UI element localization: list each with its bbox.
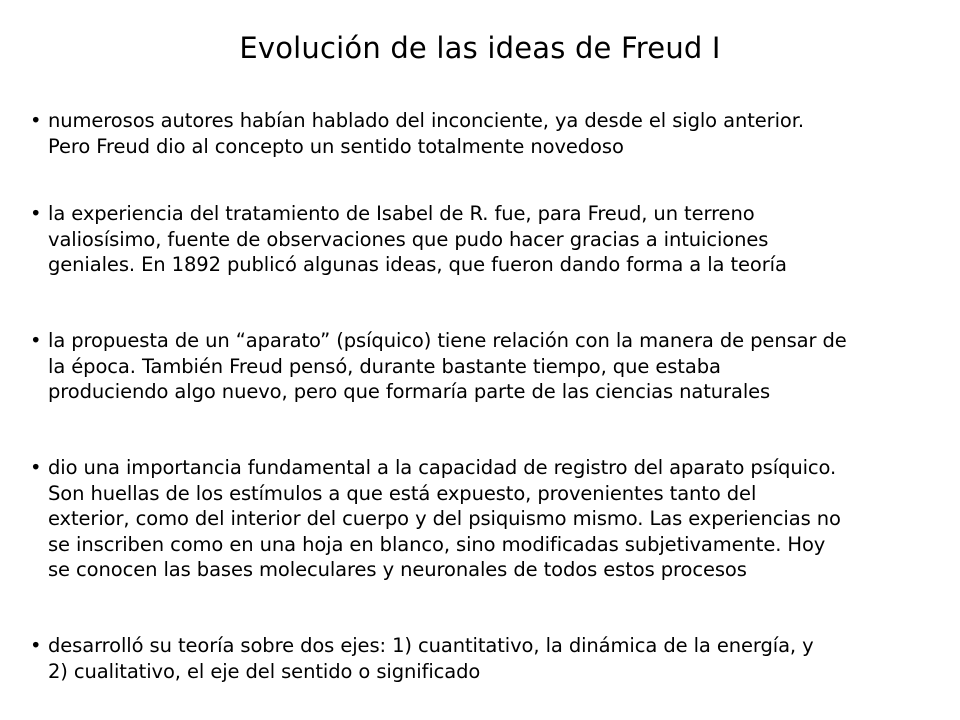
bullet-line: Son huellas de los estímulos a que está expuesto, provenientes tanto del: [48, 481, 757, 505]
bullet-text: [48, 633, 950, 684]
bullet-line: numerosos autores habían hablado del inconciente, ya desde el siglo anterior.: [48, 109, 804, 132]
slide-title: Evolución de las ideas de Freud I: [239, 31, 721, 65]
bullet-line: valiosísimo, fuente de observaciones que pudo hacer gracias a intuiciones: [48, 227, 769, 251]
bullet-text: [48, 328, 950, 405]
bullet-item-2: [30, 201, 950, 278]
bullet-line: la propuesta de un “aparato” (psíquico) tiene relación con la manera de pensar de: [48, 329, 847, 352]
bullet-line: desarrolló su teoría sobre dos ejes: 1) cuantitativo, la dinámica de la energía, y: [48, 634, 814, 657]
bullet-text: [48, 201, 950, 278]
bullet-text: [48, 108, 950, 159]
bullet-text: [48, 455, 950, 583]
bullet-line: geniales. En 1892 publicó algunas ideas, que fueron dando forma a la teoría: [48, 253, 787, 276]
bullet-line: se conocen las bases moleculares y neuronales de todos estos procesos: [48, 558, 747, 581]
bullet-icon: •: [30, 456, 42, 479]
bullet-icon: •: [30, 109, 42, 132]
bullet-line: Pero Freud dio al concepto un sentido totalmente novedoso: [48, 134, 624, 158]
bullet-line: la época. También Freud pensó, durante bastante tiempo, que estaba: [48, 354, 721, 378]
bullet-line: exterior, como del interior del cuerpo y del psiquismo mismo. Las experiencias no: [48, 507, 841, 530]
bullet-item-4: [30, 455, 950, 583]
bullet-line: la experiencia del tratamiento de Isabel de R. fue, para Freud, un terreno: [48, 202, 755, 225]
bullet-line: 2) cualitativo, el eje del sentido o significado: [48, 659, 481, 683]
bullet-item-1: [30, 108, 950, 159]
bullet-line: produciendo algo nuevo, pero que formaría parte de las ciencias naturales: [48, 380, 771, 403]
bullet-line: dio una importancia fundamental a la capacidad de registro del aparato psíquico.: [48, 456, 837, 479]
bullet-item-5: [30, 633, 950, 684]
bullet-icon: •: [30, 329, 42, 352]
bullet-item-3: [30, 328, 950, 405]
bullet-icon: •: [30, 634, 42, 657]
bullet-line: se inscriben como en una hoja en blanco, sino modificadas subjetivamente. Hoy: [48, 532, 826, 556]
bullet-icon: •: [30, 202, 42, 225]
